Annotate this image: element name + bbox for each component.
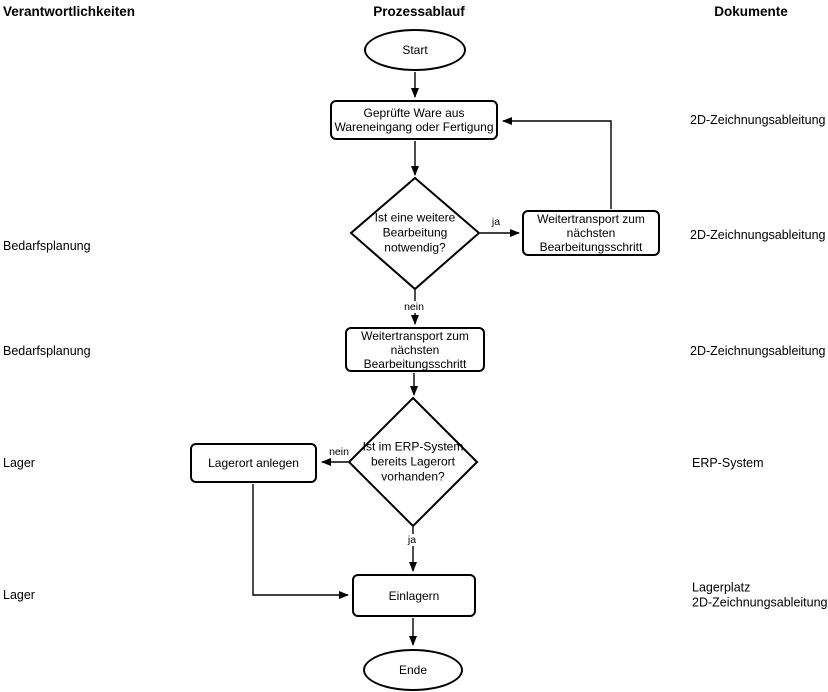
document-label-4: ERP-System	[692, 455, 764, 470]
node-decision-further-processing	[354, 211, 476, 256]
transport-next-line3: Bearbeitungsschritt	[363, 356, 467, 371]
node-store	[352, 574, 476, 617]
arrow-create-to-store	[253, 484, 348, 595]
node-transport-next-step-loop	[522, 210, 660, 256]
decision-further-line1: Ist eine weitere	[374, 210, 456, 225]
node-transport-next-step	[345, 327, 485, 372]
node-create-storage-location	[190, 443, 317, 483]
column-header-documents: Dokumente	[714, 4, 788, 19]
decision-storage-line1: Ist im ERP-System	[362, 439, 464, 454]
decision-further-line2: Bearbeitung	[382, 225, 448, 240]
node-checked-goods-line2: Wareneingang oder Fertigung	[334, 120, 494, 134]
edge-label-storage-no: nein	[329, 446, 349, 458]
node-end	[363, 649, 463, 691]
document-label-5-line1: Lagerplatz	[692, 580, 751, 595]
edge-label-storage-yes: ja	[407, 534, 417, 546]
transport-next-line1: Weitertransport zum	[361, 328, 469, 343]
arrow-loop-transport-to-checked-goods	[503, 121, 611, 209]
node-end-label: Ende	[398, 663, 428, 677]
node-start-label: Start	[402, 43, 428, 57]
responsibility-label-2: Bedarfsplanung	[3, 343, 91, 358]
transport-loop-line2: nächsten	[566, 226, 616, 240]
edge-label-further-no: nein	[404, 301, 424, 313]
decision-storage-line3: vorhanden?	[381, 469, 445, 484]
document-label-3: 2D-Zeichnungsableitung	[690, 343, 826, 358]
document-label-1: 2D-Zeichnungsableitung	[690, 112, 826, 127]
document-label-5-line2: 2D-Zeichnungsableitung	[692, 595, 828, 609]
transport-loop-line1: Weitertransport zum	[537, 212, 645, 226]
column-header-process: Prozessablauf	[373, 4, 465, 19]
node-start	[364, 29, 466, 71]
column-header-responsibilities: Verantwortlichkeiten	[3, 4, 136, 19]
responsibility-label-1: Bedarfsplanung	[3, 238, 91, 253]
decision-storage-line2: bereits Lagerort	[370, 454, 456, 469]
edge-label-further-yes: ja	[491, 216, 501, 228]
node-checked-goods-line1: Geprüfte Ware aus	[363, 106, 465, 120]
responsibility-label-3: Lager	[3, 455, 35, 470]
decision-further-line3: notwendig?	[384, 240, 446, 255]
document-label-2: 2D-Zeichnungsableitung	[690, 227, 826, 242]
store-label: Einlagern	[388, 588, 440, 603]
responsibility-label-4: Lager	[3, 587, 35, 602]
transport-next-line2: nächsten	[390, 342, 440, 357]
node-checked-goods	[330, 100, 498, 140]
node-decision-storage-location	[352, 440, 474, 485]
transport-loop-line3: Bearbeitungsschritt	[539, 240, 643, 254]
create-storage-label: Lagerort anlegen	[208, 456, 299, 470]
